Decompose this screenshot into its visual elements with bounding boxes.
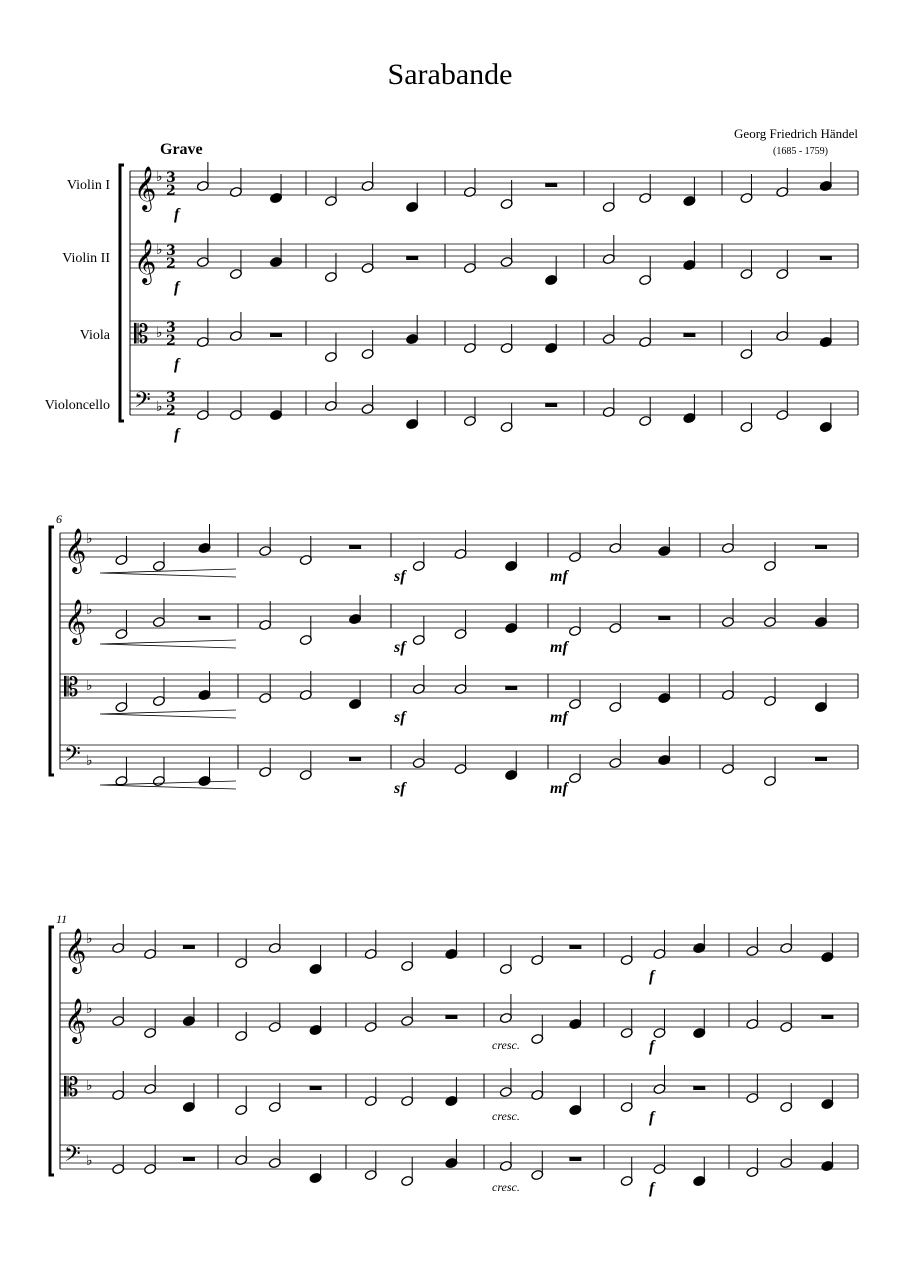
half-rest-icon xyxy=(820,256,832,260)
dynamic-mf: mf xyxy=(550,568,568,585)
crescendo-hairpin xyxy=(100,640,236,648)
half-rest-icon xyxy=(821,1015,833,1019)
system-bracket xyxy=(50,927,54,1175)
dynamic-f: f xyxy=(174,206,180,223)
dynamic-cresc: cresc. xyxy=(492,1038,520,1052)
instrument-label-violin2: Violin II xyxy=(62,251,110,266)
bass-clef-icon: 𝄢 xyxy=(64,1142,81,1172)
dynamic-cresc: cresc. xyxy=(492,1180,520,1194)
half-rest-icon xyxy=(505,686,517,690)
piece-title: Sarabande xyxy=(387,58,513,91)
dynamic-sf: sf xyxy=(394,709,406,726)
dynamic-f: f xyxy=(649,1180,655,1197)
composer-name: Georg Friedrich Händel xyxy=(734,126,858,141)
time-signature-bottom: 2 xyxy=(166,183,176,199)
crescendo-hairpin xyxy=(100,569,236,577)
half-rest-icon xyxy=(270,333,282,337)
time-signature-top: 3 xyxy=(166,170,176,186)
flat-icon: ♭ xyxy=(86,931,93,947)
half-rest-icon xyxy=(683,333,695,337)
flat-icon: ♭ xyxy=(86,531,93,547)
dynamic-mf: mf xyxy=(550,780,568,797)
flat-icon: ♭ xyxy=(156,325,163,341)
half-rest-icon xyxy=(815,545,827,549)
measure-number: 6 xyxy=(56,512,62,526)
half-rest-icon xyxy=(349,545,361,549)
dynamic-cresc: cresc. xyxy=(492,1109,520,1123)
flat-icon: ♭ xyxy=(86,1153,93,1169)
half-rest-icon xyxy=(199,616,211,620)
half-rest-icon xyxy=(445,1015,457,1019)
treble-clef-icon: 𝄞 xyxy=(64,928,87,972)
system-bracket xyxy=(50,527,54,775)
instrument-label-violin1: Violin I xyxy=(66,178,110,193)
measure-number: 11 xyxy=(56,912,68,926)
dynamic-mf: mf xyxy=(550,709,568,726)
half-rest-icon xyxy=(183,1157,195,1161)
instrument-label-viola: Viola xyxy=(79,328,110,343)
treble-clef-icon: 𝄞 xyxy=(64,599,87,643)
dynamic-f: f xyxy=(174,279,180,296)
time-signature-top: 3 xyxy=(166,243,176,259)
dynamic-sf: sf xyxy=(394,568,406,585)
alto-clef-icon: 𝄡 xyxy=(134,320,149,350)
dynamic-f: f xyxy=(649,968,655,985)
dynamic-f: f xyxy=(649,1109,655,1126)
bass-clef-icon: 𝄢 xyxy=(64,742,81,772)
flat-icon: ♭ xyxy=(156,399,163,415)
time-signature-bottom: 2 xyxy=(166,403,176,419)
alto-clef-icon: 𝄡 xyxy=(64,673,79,703)
time-signature-bottom: 2 xyxy=(166,333,176,349)
dynamic-f: f xyxy=(174,426,180,443)
half-rest-icon xyxy=(183,945,195,949)
half-rest-icon xyxy=(349,757,361,761)
half-rest-icon xyxy=(406,256,418,260)
half-rest-icon xyxy=(815,757,827,761)
half-rest-icon xyxy=(545,183,557,187)
dynamic-f: f xyxy=(174,356,180,373)
tempo-marking: Grave xyxy=(160,141,203,158)
flat-icon: ♭ xyxy=(86,1078,93,1094)
flat-icon: ♭ xyxy=(86,602,93,618)
time-signature-top: 3 xyxy=(166,320,176,336)
system-bracket xyxy=(120,165,124,421)
dynamic-f: f xyxy=(649,1038,655,1055)
flat-icon: ♭ xyxy=(86,1001,93,1017)
dynamic-mf: mf xyxy=(550,639,568,656)
bass-clef-icon: 𝄢 xyxy=(134,388,151,418)
time-signature-bottom: 2 xyxy=(166,256,176,272)
flat-icon: ♭ xyxy=(156,242,163,258)
alto-clef-icon: 𝄡 xyxy=(64,1073,79,1103)
treble-clef-icon: 𝄞 xyxy=(64,528,87,572)
dynamic-sf: sf xyxy=(394,639,406,656)
dynamic-sf: sf xyxy=(394,780,406,797)
treble-clef-icon: 𝄞 xyxy=(134,239,157,283)
half-rest-icon xyxy=(310,1086,322,1090)
half-rest-icon xyxy=(569,1157,581,1161)
flat-icon: ♭ xyxy=(156,169,163,185)
composer-dates: (1685 - 1759) xyxy=(773,146,828,157)
half-rest-icon xyxy=(658,616,670,620)
half-rest-icon xyxy=(545,403,557,407)
instrument-label-violoncello: Violoncello xyxy=(44,398,110,413)
flat-icon: ♭ xyxy=(86,753,93,769)
flat-icon: ♭ xyxy=(86,678,93,694)
treble-clef-icon: 𝄞 xyxy=(134,166,157,210)
treble-clef-icon: 𝄞 xyxy=(64,998,87,1042)
time-signature-top: 3 xyxy=(166,390,176,406)
half-rest-icon xyxy=(569,945,581,949)
half-rest-icon xyxy=(693,1086,705,1090)
